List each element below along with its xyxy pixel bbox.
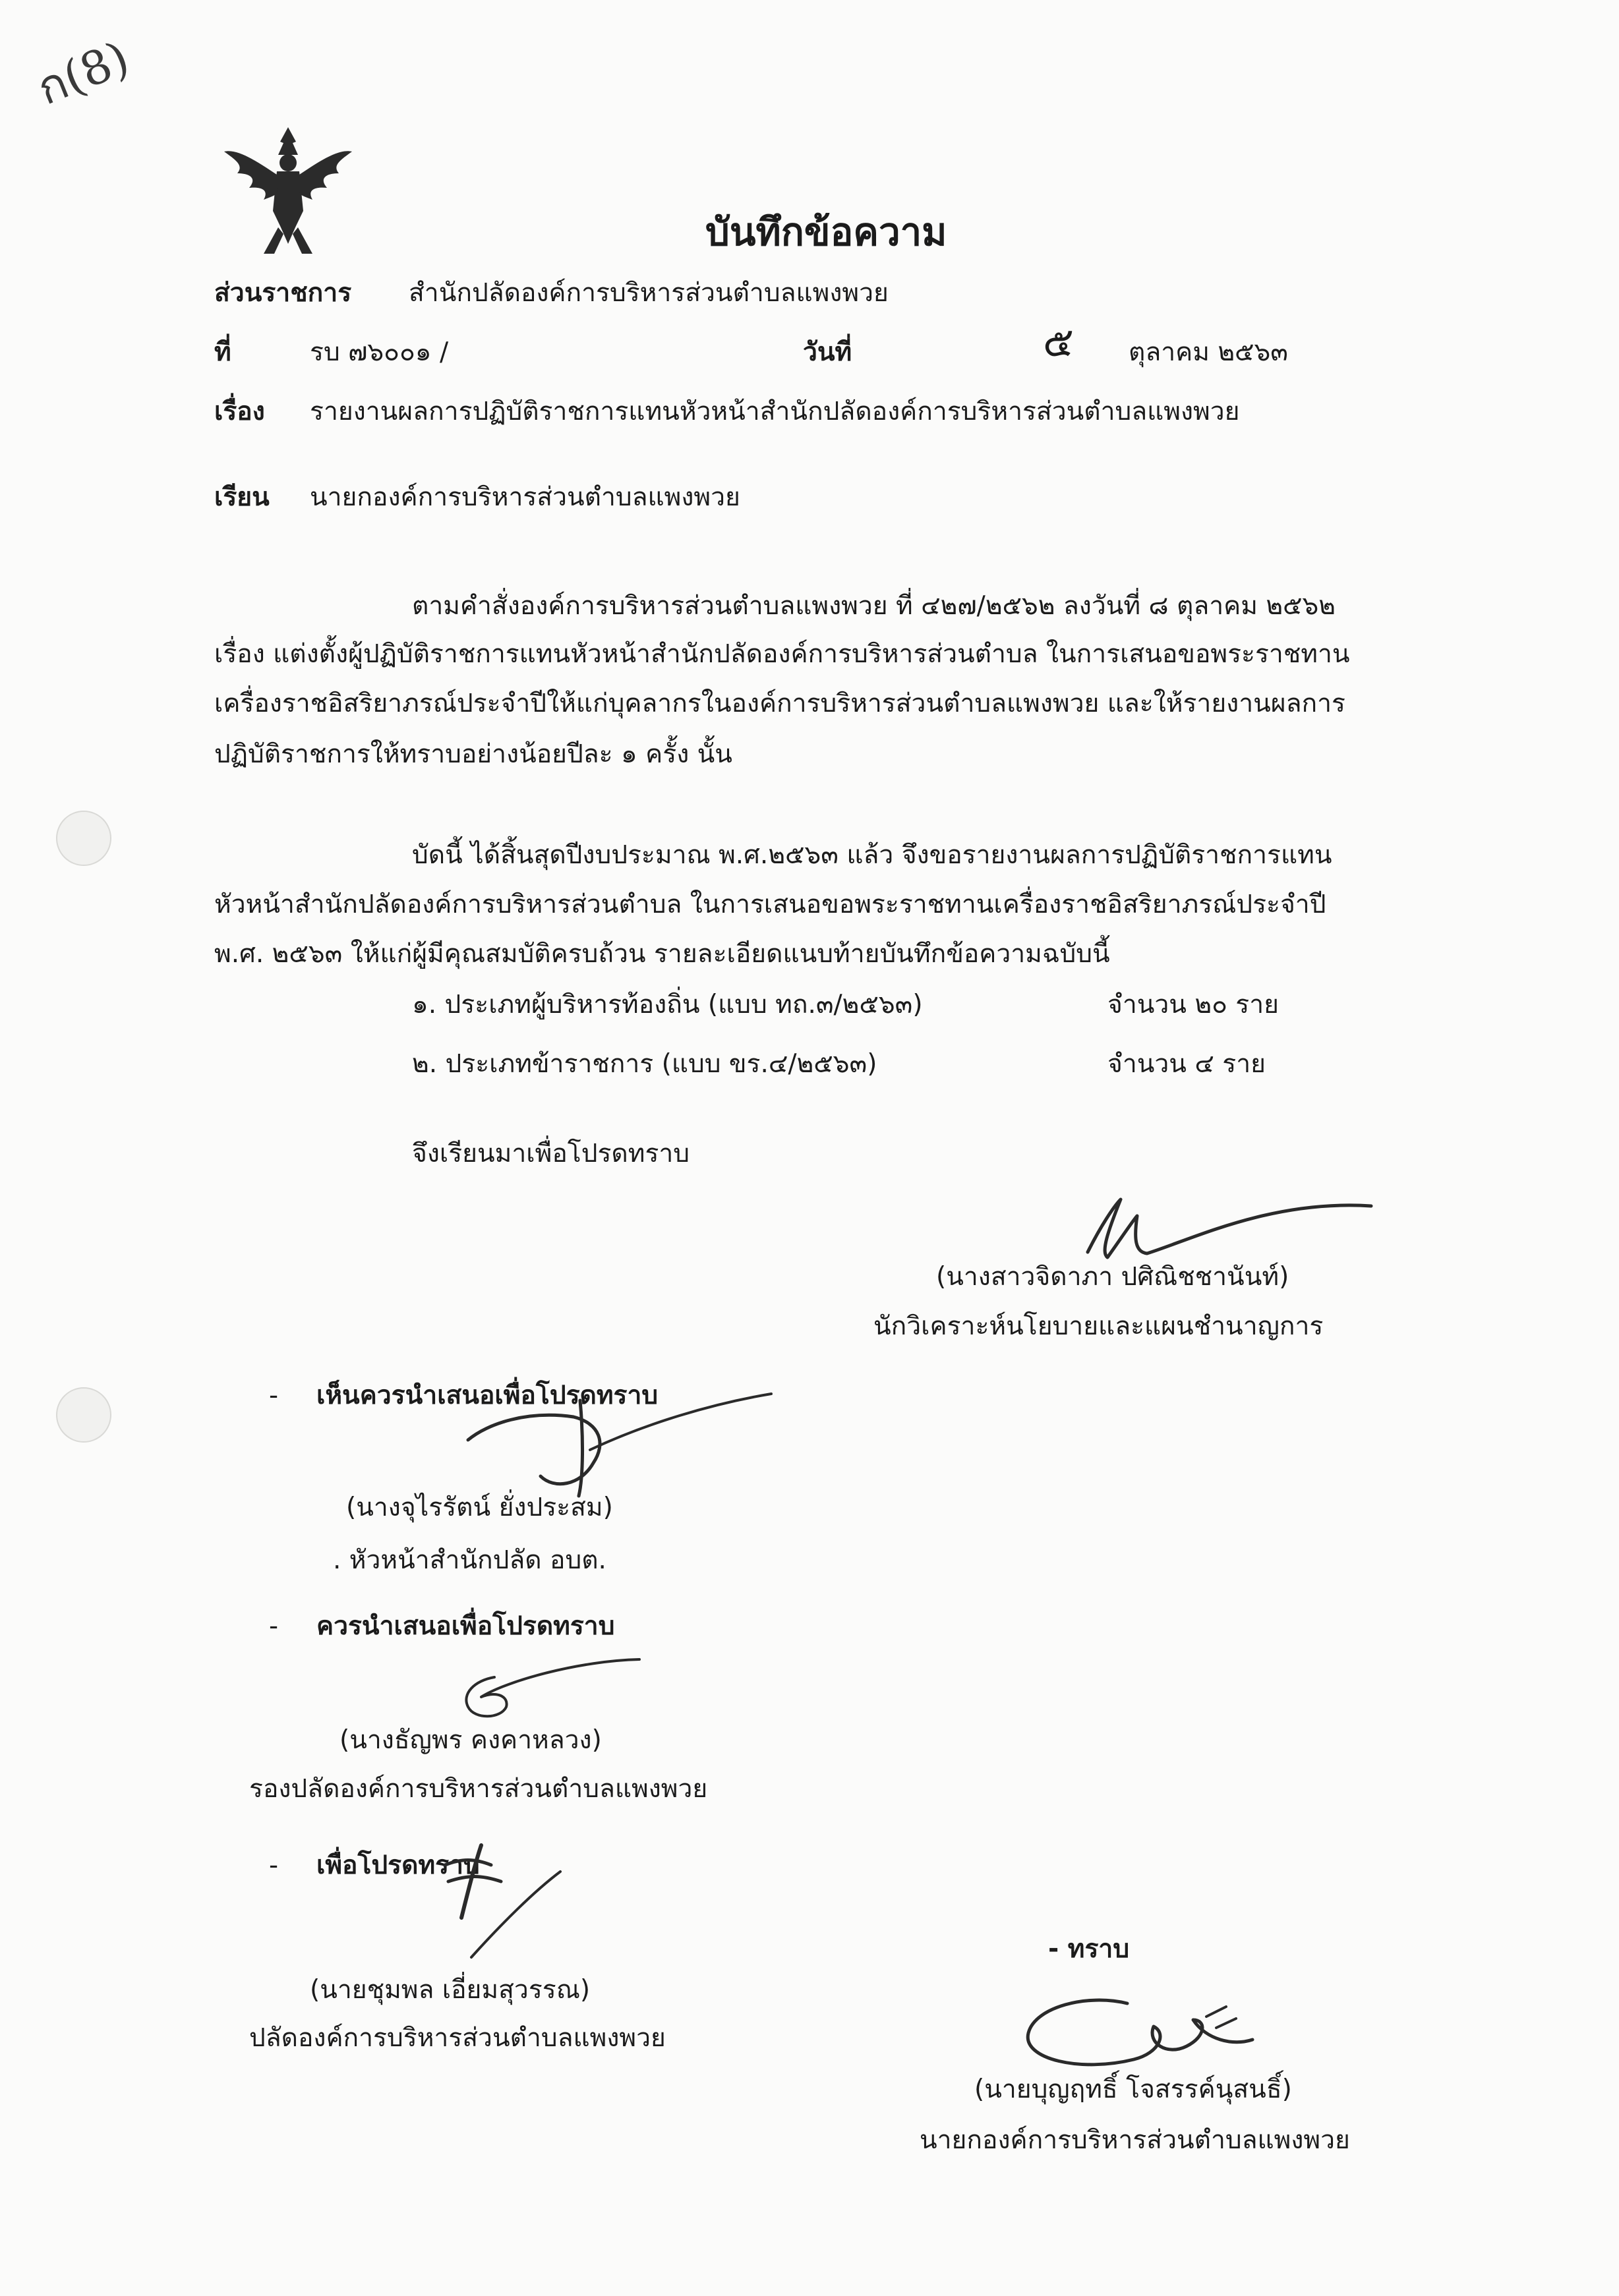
ack-name: (นายบุญฤทธิ์ โจสรรค์นุสนธิ์)	[974, 2075, 1292, 2104]
to-value: นายกองค์การบริหารส่วนตำบลแพงพวย	[310, 482, 740, 512]
opinion-2-label: ควรนำเสนอเพื่อโปรดทราบ	[316, 1611, 615, 1641]
item-2-label: ๒. ประเภทข้าราชการ (แบบ ขร.๔/๒๕๖๓)	[412, 1049, 877, 1079]
dash-2: -	[269, 1611, 279, 1641]
paragraph-1-line-3: เครื่องราชอิสริยาภรณ์ประจำปีให้แก่บุคลากรในองค์การบริหารส่วนตำบลแพงพวย และให้รายงานผลการ	[214, 689, 1345, 718]
agency-value: สำนักปลัดองค์การบริหารส่วนตำบลแพงพวย	[409, 278, 889, 308]
closing-text: จึงเรียนมาเพื่อโปรดทราบ	[412, 1139, 690, 1168]
subject-label: เรื่อง	[214, 397, 265, 426]
item-2-count: จำนวน ๔ ราย	[1107, 1049, 1266, 1079]
dash-3: -	[269, 1851, 279, 1880]
opinion-3-signature	[409, 1819, 606, 1964]
date-day: ๕	[1043, 318, 1074, 366]
opinion-1-label: เห็นควรนำเสนอเพื่อโปรดทราบ	[316, 1381, 659, 1410]
paragraph-1-line-2: เรื่อง แต่งตั้งผู้ปฏิบัติราชการแทนหัวหน้าสำนักปลัดองค์การบริหารส่วนตำบล ในการเสนอขอพระราชทาน	[214, 639, 1350, 669]
agency-label: ส่วนราชการ	[214, 278, 352, 308]
opinion-1-name: (นางจุไรรัตน์ ยั่งประสม)	[346, 1493, 613, 1522]
date-month-year: ตุลาคม ๒๕๖๓	[1129, 337, 1288, 367]
ref-value: รบ ๗๖๐๐๑ /	[310, 337, 449, 367]
ref-label: ที่	[214, 337, 231, 367]
opinion-1-signature	[448, 1377, 778, 1503]
paragraph-2-line-2: หัวหน้าสำนักปลัดองค์การบริหารส่วนตำบล ในการเสนอขอพระราชทานเครื่องราชอิสริยาภรณ์ประจำปี	[214, 890, 1326, 919]
item-1-count: จำนวน ๒๐ ราย	[1107, 990, 1279, 1019]
garuda-emblem-icon	[218, 122, 359, 264]
paragraph-1-line-4: ปฏิบัติราชการให้ทราบอย่างน้อยปีละ ๑ ครั้ง นั้น	[214, 739, 732, 769]
opinion-1-position: . หัวหน้าสำนักปลัด อบต.	[333, 1545, 606, 1575]
author-name: (นางสาวจิดาภา ปศิณิชชานันท์)	[936, 1262, 1289, 1292]
date-label: วันที่	[803, 337, 852, 367]
opinion-3-name: (นายชุมพล เอี่ยมสุวรรณ)	[310, 1975, 591, 2005]
dash-1: -	[269, 1381, 279, 1410]
item-1-label: ๑. ประเภทผู้บริหารท้องถิ่น (แบบ ทถ.๓/๒๕๖๓)	[412, 990, 923, 1019]
opinion-2-position: รองปลัดองค์การบริหารส่วนตำบลแพงพวย	[249, 1774, 708, 1804]
opinion-3-position: ปลัดองค์การบริหารส่วนตำบลแพงพวย	[249, 2023, 666, 2053]
ack-label: - ทราบ	[1048, 1934, 1130, 1964]
ack-position: นายกองค์การบริหารส่วนตำบลแพงพวย	[920, 2125, 1350, 2155]
punch-hole-top	[56, 811, 111, 866]
paragraph-1-line-1: ตามคำสั่งองค์การบริหารส่วนตำบลแพงพวย ที่ ๔๒๗/๒๕๖๒ ลงวันที่ ๘ ตุลาคม ๒๕๖๒	[412, 591, 1336, 621]
to-label: เรียน	[214, 482, 270, 512]
page-title: บันทึกข้อความ	[705, 210, 947, 254]
author-position: นักวิเคราะห์นโยบายและแผนชำนาญการ	[873, 1311, 1324, 1341]
punch-hole-bottom	[56, 1387, 111, 1443]
opinion-2-signature	[435, 1648, 646, 1727]
subject-value: รายงานผลการปฏิบัติราชการแทนหัวหน้าสำนักปลัดองค์การบริหารส่วนตำบลแพงพวย	[310, 397, 1240, 426]
paragraph-2-line-3: พ.ศ. ๒๕๖๓ ให้แก่ผู้มีคุณสมบัติครบถ้วน รายละเอียดแนบท้ายบันทึกข้อความฉบับนี้	[214, 939, 1110, 969]
opinion-3-label: เพื่อโปรดทราบ	[316, 1851, 480, 1880]
corner-note: ก(8)	[29, 30, 136, 116]
paragraph-2-line-1: บัดนี้ ได้สิ้นสุดปีงบประมาณ พ.ศ.๒๕๖๓ แล้ว จึงขอรายงานผลการปฏิบัติราชการแทน	[412, 840, 1332, 870]
opinion-2-name: (นางธัญพร คงคาหลวง)	[339, 1725, 602, 1755]
